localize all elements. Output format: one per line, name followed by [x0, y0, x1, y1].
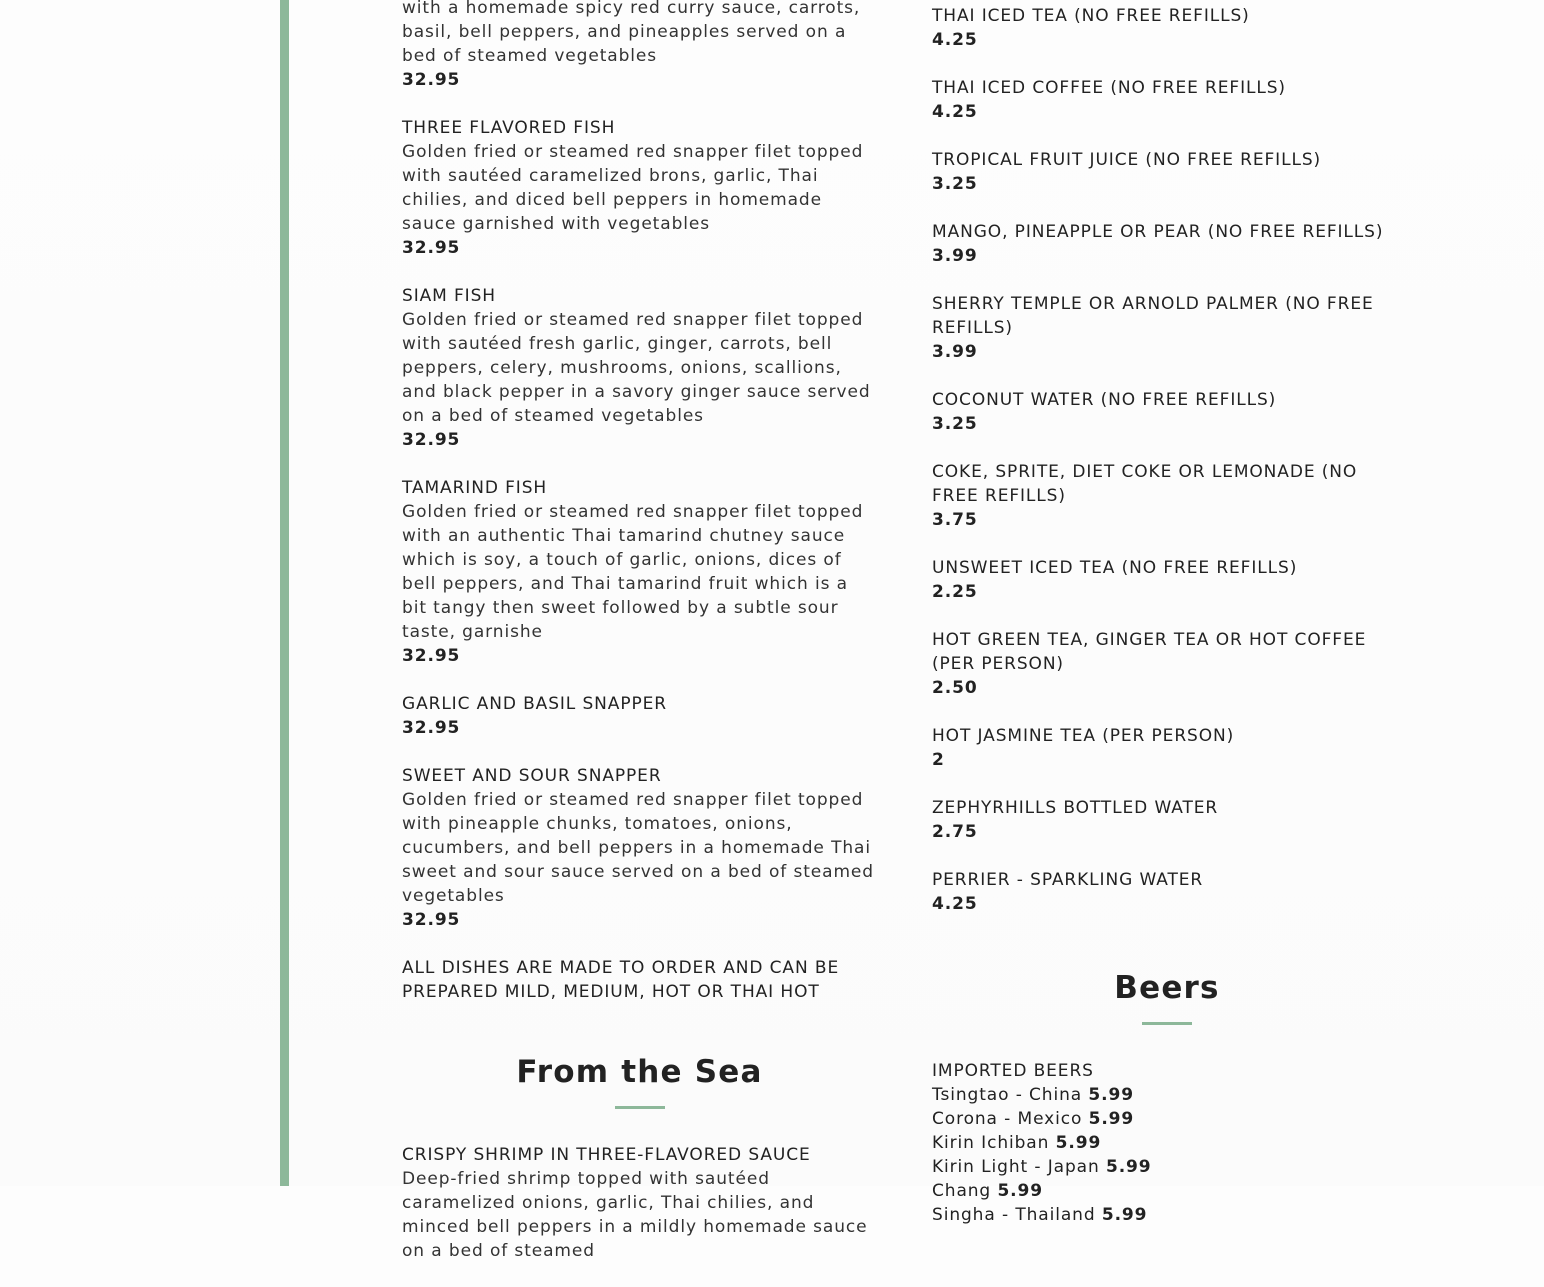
drink-item	[932, 220, 1402, 268]
beer-list	[932, 1083, 1402, 1227]
item-price: 2	[932, 750, 945, 770]
menu-item	[402, 692, 877, 740]
item-name: SHERRY TEMPLE OR ARNOLD PALMER (NO FREE REFILLS)	[932, 294, 1374, 338]
drink-item	[932, 796, 1402, 844]
beer-name: Tsingtao - China	[932, 1085, 1083, 1105]
drink-item	[932, 4, 1402, 52]
drink-item	[932, 628, 1402, 700]
item-price: 32.95	[402, 70, 461, 90]
item-price: 4.25	[932, 894, 978, 914]
beer-name: Corona - Mexico	[932, 1109, 1083, 1129]
beer-price: 5.99	[1105, 1157, 1152, 1177]
drink-item	[932, 460, 1402, 532]
item-price: 32.95	[402, 430, 461, 450]
item-price: 32.95	[402, 238, 461, 258]
item-price: 2.25	[932, 582, 978, 602]
menu-item	[402, 0, 877, 92]
beer-price: 5.99	[1101, 1205, 1148, 1225]
section-divider	[1142, 1022, 1192, 1025]
accent-side-bar	[280, 0, 289, 1186]
item-name: COCONUT WATER (NO FREE REFILLS)	[932, 390, 1277, 410]
item-price: 2.75	[932, 822, 978, 842]
item-description: Golden fried or steamed red snapper filet topped with sautéed caramelized brons, garlic, Thai chilies, and diced bell peppers in homemade sauce garnished with vegetables	[402, 142, 864, 234]
drink-item	[932, 76, 1402, 124]
item-price: 3.99	[932, 246, 978, 266]
item-name: COKE, SPRITE, DIET COKE OR LEMONADE (NO FREE REFILLS)	[932, 462, 1358, 506]
spice-level-note: ALL DISHES ARE MADE TO ORDER AND CAN BE PREPARED MILD, MEDIUM, HOT OR THAI HOT	[402, 958, 840, 1002]
item-name: TROPICAL FRUIT JUICE (NO FREE REFILLS)	[932, 150, 1322, 170]
beer-item	[932, 1203, 1402, 1227]
menu-item	[402, 476, 877, 668]
drink-item	[932, 868, 1402, 916]
drink-item	[932, 724, 1402, 772]
item-price: 3.25	[932, 174, 978, 194]
menu-item	[402, 116, 877, 260]
beer-price: 5.99	[1088, 1109, 1135, 1129]
drink-item	[932, 148, 1402, 196]
item-name: HOT GREEN TEA, GINGER TEA OR HOT COFFEE (PER PERSON)	[932, 630, 1367, 674]
item-name: THAI ICED COFFEE (NO FREE REFILLS)	[932, 78, 1286, 98]
item-name: PERRIER - SPARKLING WATER	[932, 870, 1204, 890]
item-price: 3.75	[932, 510, 978, 530]
item-price: 2.50	[932, 678, 978, 698]
item-description: Golden fried or steamed red snapper filet topped with sautéed fresh garlic, ginger, carrots, bell peppers, celery, mushrooms, onions, scallions, and black pepper in a savory ginger sauce served on a bed of steamed vegetables	[402, 310, 871, 426]
item-price: 4.25	[932, 30, 978, 50]
section-title-beers: Beers	[1114, 970, 1220, 1006]
item-description: Deep-fried shrimp topped with sautéed caramelized onions, garlic, Thai chilies, and minced bell peppers in a mildly homemade sauce on a bed of steamed	[402, 1169, 868, 1261]
item-price: 32.95	[402, 718, 461, 738]
item-name: CRISPY SHRIMP IN THREE-FLAVORED SAUCE	[402, 1145, 811, 1165]
section-divider	[615, 1106, 665, 1109]
beer-subheading: IMPORTED BEERS	[932, 1061, 1094, 1081]
item-name: THAI ICED TEA (NO FREE REFILLS)	[932, 6, 1250, 26]
item-name: TAMARIND FISH	[402, 478, 548, 498]
item-price: 32.95	[402, 910, 461, 930]
left-menu-column	[402, 0, 877, 1287]
drink-item	[932, 292, 1402, 364]
menu-item	[402, 764, 877, 932]
section-title-sea: From the Sea	[516, 1054, 763, 1090]
beer-price: 5.99	[997, 1181, 1043, 1201]
item-name: HOT JASMINE TEA (PER PERSON)	[932, 726, 1235, 746]
beer-item	[932, 1179, 1402, 1203]
item-price: 3.25	[932, 414, 978, 434]
beer-name: Kirin Light - Japan	[932, 1157, 1100, 1177]
item-price: 32.95	[402, 646, 461, 666]
item-name: SIAM FISH	[402, 286, 496, 306]
beer-price: 5.99	[1088, 1085, 1134, 1105]
item-description: Golden fried or steamed red snapper filet topped with an authentic Thai tamarind chutney sauce which is soy, a touch of garlic, onions, dices of bell peppers, and Thai tamarind fruit which is a bit tangy then sweet followed by a subtle sour taste, garnishe	[402, 502, 864, 642]
item-name: SWEET AND SOUR SNAPPER	[402, 766, 662, 786]
beer-item	[932, 1131, 1402, 1155]
item-description: Golden fried or steamed red snapper filet topped with pineapple chunks, tomatoes, onions, cucumbers, and bell peppers in a homemade Thai sweet and sour sauce served on a bed of steamed vegetables	[402, 790, 874, 906]
beer-price: 5.99	[1055, 1133, 1102, 1153]
item-price: 3.99	[932, 342, 978, 362]
beer-item	[932, 1155, 1402, 1179]
item-name: ZEPHYRHILLS BOTTLED WATER	[932, 798, 1219, 818]
item-name: THREE FLAVORED FISH	[402, 118, 616, 138]
beer-name: Singha - Thailand	[932, 1205, 1096, 1225]
menu-item	[402, 1143, 877, 1263]
item-price: 4.25	[932, 102, 978, 122]
beer-item	[932, 1083, 1402, 1107]
beer-name: Kirin Ichiban	[932, 1133, 1050, 1153]
menu-item	[402, 284, 877, 452]
drink-item	[932, 556, 1402, 604]
right-menu-column	[932, 4, 1402, 1227]
item-description: with a homemade spicy red curry sauce, carrots, basil, bell peppers, and pineapples served on a bed of steamed vegetables	[402, 0, 861, 66]
item-name: MANGO, PINEAPPLE OR PEAR (NO FREE REFILLS)	[932, 222, 1384, 242]
drink-item	[932, 388, 1402, 436]
beer-name: Chang	[932, 1181, 992, 1201]
beer-item	[932, 1107, 1402, 1131]
item-name: UNSWEET ICED TEA (NO FREE REFILLS)	[932, 558, 1298, 578]
item-name: GARLIC AND BASIL SNAPPER	[402, 694, 667, 714]
